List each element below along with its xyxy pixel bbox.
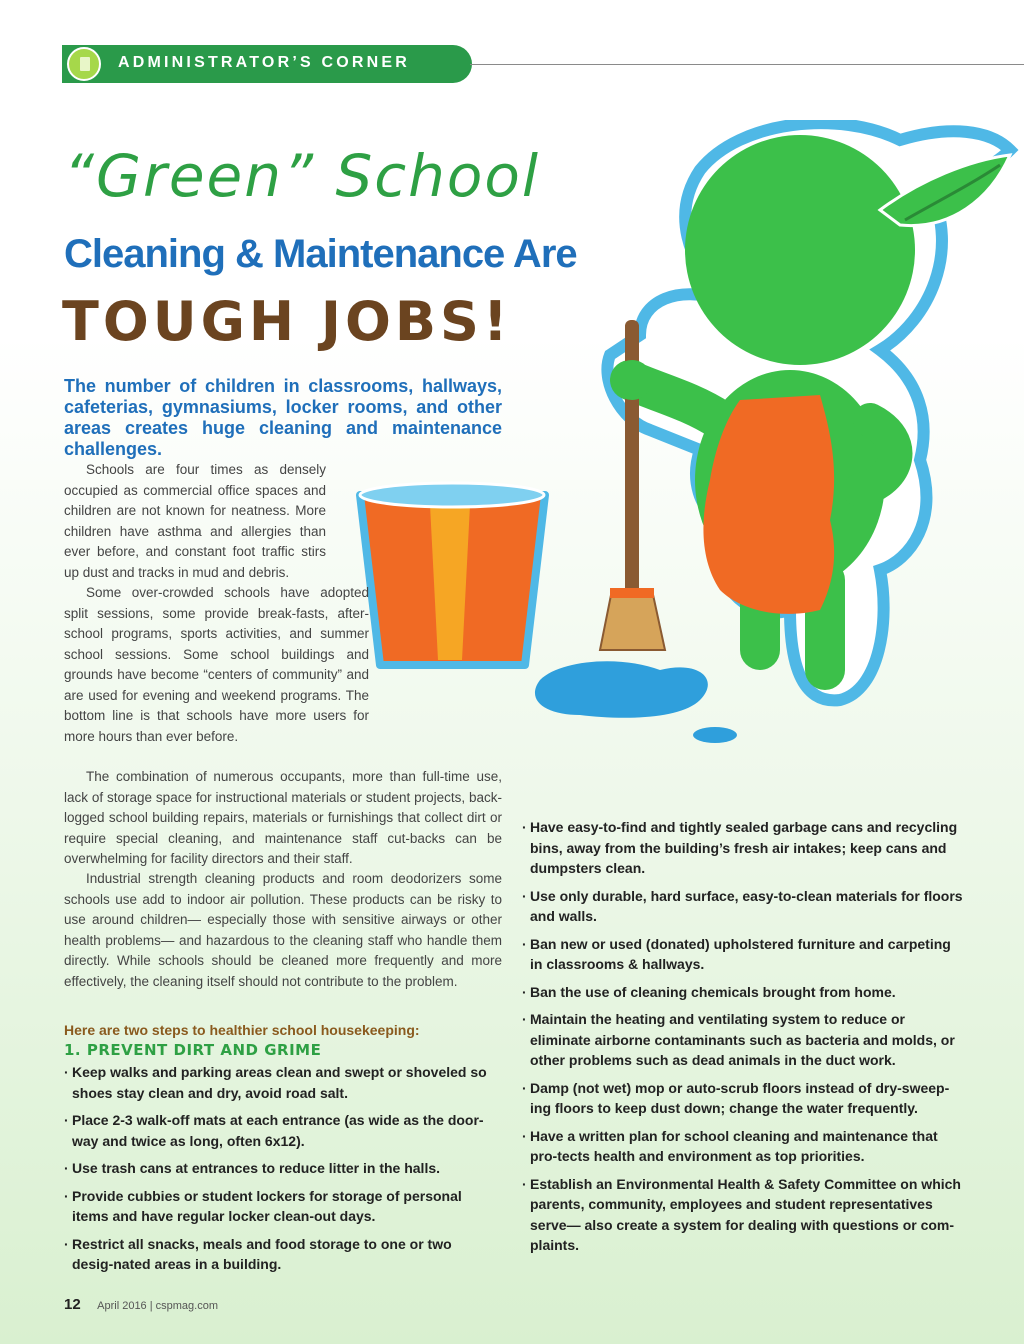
section-label: ADMINISTRATOR’S CORNER [118,54,411,71]
list-item: · Damp (not wet) mop or auto-scrub floors instead of dry-sweep-ing floors to keep dust down; change the water frequently. [522,1078,964,1119]
headline-tough-jobs: TOUGH JOBS! [62,290,512,353]
page-footer [64,1296,218,1313]
list-item: · Have easy-to-find and tightly sealed garbage cans and recycling bins, away from the building’s fresh air intakes; keep cans and dumpsters clean. [522,817,964,879]
body-paragraph-4 [64,869,502,992]
paragraph-text: The combination of numerous occupants, more than full-time use, lack of storage space for instructional materials or student projects, back-logged school building repairs, materials or furnishings that collect dirt or require special cleaning, and maintenance staff cut-backs can be overwhelming for facility directors and their staff. [64,769,502,866]
list-item: · Keep walks and parking areas clean and swept or shoveled so shoes stay clean and dry, avoid road salt. [64,1062,494,1103]
water-puddle [535,661,708,717]
issue-info: April 2016 | cspmag.com [97,1300,218,1312]
paragraph-text: Some over-crowded schools have adopted split sessions, some provide break-fasts, after-school programs, sports activities, and summer school sessions. Some school buildings and grounds have become “centers of community” and are used for evening and weekend programs. The bottom line is that schools have more users for more hours than ever before. [64,585,369,744]
list-item: · Maintain the heating and ventilating system to reduce or eliminate airborne contaminants such as bacteria and molds, or other problems such as dead animals in the duct work. [522,1009,964,1071]
step-1-title: 1. PREVENT DIRT AND GRIME [64,1041,322,1059]
intro-paragraph: The number of children in classrooms, hallways, cafeterias, gymnasiums, locker rooms, and other areas creates huge cleaning and maintenance challenges. [64,376,502,459]
body-paragraph-1 [64,460,326,583]
headline-subtitle: Cleaning & Maintenance Are [64,232,577,276]
paragraph-text: Industrial strength cleaning products and room deodorizers some schools use add to indoor air pollution. These products can be risky to use around children— especially those with sensitive airways or other health problems— and hazardous to the cleaning staff who handle them directly. While schools should be cleaned more frequently and more effectively, the cleaning itself should not contribute to the problem. [64,871,502,989]
list-item: · Use trash cans at entrances to reduce litter in the halls. [64,1158,494,1179]
list-item: · Provide cubbies or student lockers for storage of personal items and have regular locker clean-out days. [64,1186,494,1227]
list-item: · Have a written plan for school cleaning and maintenance that pro-tects health and environment as top priorities. [522,1126,964,1167]
notepad-icon [67,47,101,81]
mascot-hand [612,360,652,400]
mascot-head [685,135,915,365]
water-drop [693,727,737,743]
bucket-water [360,483,544,507]
page-number: 12 [64,1296,81,1313]
body-paragraph-3 [64,767,502,870]
list-item: · Ban new or used (donated) upholstered furniture and carpeting in classrooms & hallways. [522,934,964,975]
headline-green-school: “Green” School [64,142,540,210]
list-item: · Use only durable, hard surface, easy-to-clean materials for floors and walls. [522,886,964,927]
broom-band [610,588,654,598]
body-paragraph-2 [64,583,369,747]
list-item: · Restrict all snacks, meals and food storage to one or two desig-nated areas in a building. [64,1234,494,1275]
list-item: · Establish an Environmental Health & Safety Committee on which parents, community, employees and student representatives serve— also create a system for dealing with questions or com-plaints. [522,1174,964,1256]
steps-heading: Here are two steps to healthier school housekeeping: [64,1022,420,1038]
list-item: · Place 2-3 walk-off mats at each entrance (as wide as the door-way and twice as long, often 6x12). [64,1110,494,1151]
broom-head [600,590,665,650]
paragraph-text: Schools are four times as densely occupied as commercial office spaces and children are not known for neatness. More children have asthma and allergies than ever before, and constant foot traffic stirs up dust and tracks in mud and debris. [64,462,326,580]
left-bullet-list [64,1062,494,1282]
right-bullet-list [522,817,964,1263]
header-rule [470,64,1024,65]
list-item: · Ban the use of cleaning chemicals brought from home. [522,982,964,1003]
